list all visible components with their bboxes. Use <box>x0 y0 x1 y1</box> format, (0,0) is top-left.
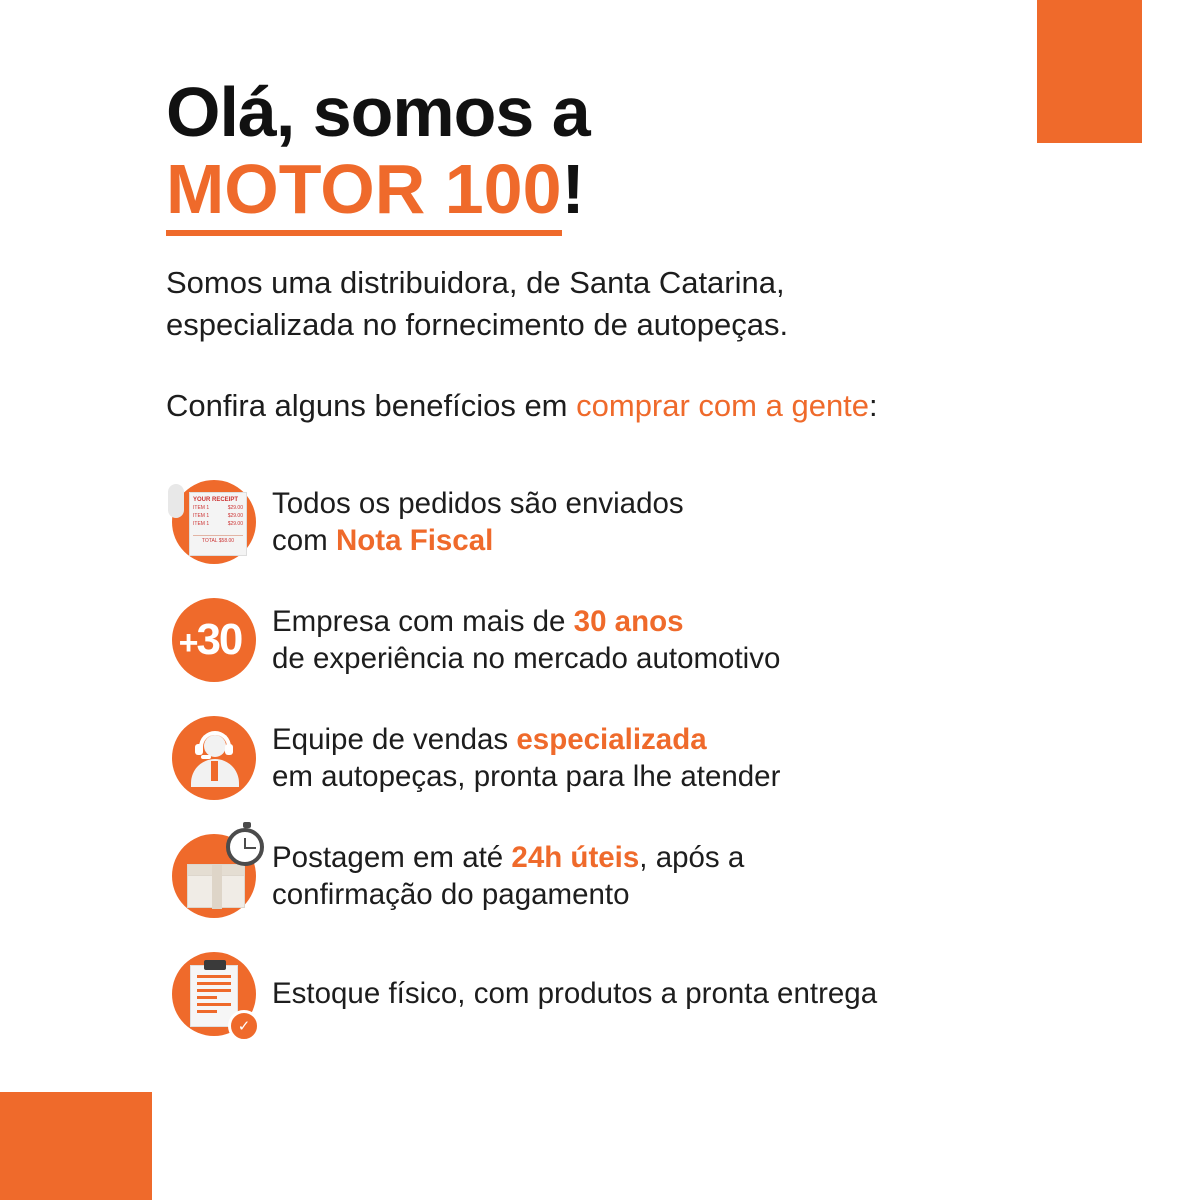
list-item <box>166 706 1096 810</box>
receipt-row-label: ITEM 1 <box>193 513 210 519</box>
benefits-lead-before: Confira alguns benefícios em <box>166 387 577 423</box>
benefit-text <box>262 839 744 914</box>
benefit-line-2: em autopeças, pronta para lhe atender <box>272 760 781 793</box>
check-mark-icon: ✓ <box>228 1010 260 1042</box>
benefit-line-1-highlight: 24h úteis <box>511 840 640 874</box>
receipt-hook-shape <box>168 484 184 518</box>
receipt-row-label: ITEM 1 <box>193 521 210 527</box>
package-box-shape <box>187 864 245 908</box>
stopwatch-shape <box>226 828 264 866</box>
clipboard-clip-shape <box>204 960 226 970</box>
list-item <box>166 588 1096 692</box>
list-item <box>166 824 1096 928</box>
benefit-line-1-before: Empresa com mais de <box>272 604 574 638</box>
clipboard-line <box>197 1010 217 1013</box>
brand-name: MOTOR 100 <box>166 150 562 236</box>
clipboard-line <box>197 975 231 978</box>
receipt-row <box>193 505 243 511</box>
page-title-line2 <box>166 149 1086 228</box>
headset-microphone-shape <box>201 755 211 759</box>
benefit-text <box>262 603 780 678</box>
page-title-line1: Olá, somos a <box>166 73 590 151</box>
clipboard-line <box>197 989 231 992</box>
package-stopwatch-icon <box>166 828 262 924</box>
receipt-row <box>193 513 243 519</box>
agent-figure-shape <box>183 727 245 789</box>
intro-line-2: especializada no fornecimento de autopeças. <box>166 306 789 342</box>
plus-thirty-badge-icon <box>166 592 262 688</box>
receipt-row-label: ITEM 1 <box>193 505 210 511</box>
intro-line-1: Somos uma distribuidora, de Santa Catarina, <box>166 265 785 301</box>
brand-exclamation: ! <box>561 149 585 228</box>
receipt-row-value: $29.00 <box>227 505 243 511</box>
receipt-row-value: $29.00 <box>227 521 243 527</box>
benefit-line-1-highlight: especializada <box>516 722 707 756</box>
receipt-row-value: $29.00 <box>227 513 243 519</box>
benefit-line-1-highlight: 30 anos <box>573 604 684 638</box>
benefit-line-1: Estoque físico, com produtos a pronta entrega <box>272 977 878 1011</box>
benefit-line-1-after: , após a <box>639 840 745 874</box>
benefit-line-1: Todos os pedidos são enviados <box>272 486 684 520</box>
benefits-lead-highlight: comprar com a gente <box>576 387 870 423</box>
receipt-total: TOTAL $58.00 <box>193 535 243 544</box>
benefit-line-2-highlight: Nota Fiscal <box>335 524 494 557</box>
benefit-line-2: confirmação do pagamento <box>272 878 630 911</box>
benefits-lead <box>166 386 1086 426</box>
benefit-line-2-before: com <box>272 524 336 557</box>
receipt-title: YOUR RECEIPT <box>193 497 239 503</box>
stopwatch-hand-hour <box>245 847 256 849</box>
intro-paragraph <box>166 262 1046 346</box>
decorative-square-bottom-left <box>0 1092 152 1200</box>
list-item <box>166 942 1096 1046</box>
badge-plus: + <box>178 624 197 662</box>
badge-number: 30 <box>196 615 242 664</box>
receipt-row <box>193 521 243 527</box>
benefit-text <box>262 975 877 1012</box>
clipboard-line <box>197 996 217 999</box>
benefits-list <box>166 470 1096 1060</box>
badge-label <box>179 615 242 665</box>
agent-tie-shape <box>211 761 218 781</box>
clipboard-line <box>197 982 231 985</box>
package-tape-shape <box>212 865 222 909</box>
sales-agent-headset-icon <box>166 710 262 806</box>
clipboard-line <box>197 1003 231 1006</box>
header-block <box>166 73 1086 426</box>
receipt-paper-shape <box>189 492 247 556</box>
benefits-lead-after: : <box>869 387 878 423</box>
benefit-line-1-before: Postagem em até <box>272 840 512 874</box>
list-item <box>166 470 1096 574</box>
benefit-text <box>262 721 780 796</box>
benefit-text <box>262 485 684 560</box>
benefit-line-1-before: Equipe de vendas <box>272 722 517 756</box>
receipt-icon <box>166 474 262 570</box>
clipboard-check-icon <box>166 946 262 1042</box>
headset-earpiece-right-shape <box>225 744 233 755</box>
headset-earpiece-left-shape <box>195 744 203 755</box>
benefit-line-2: de experiência no mercado automotivo <box>272 642 781 675</box>
